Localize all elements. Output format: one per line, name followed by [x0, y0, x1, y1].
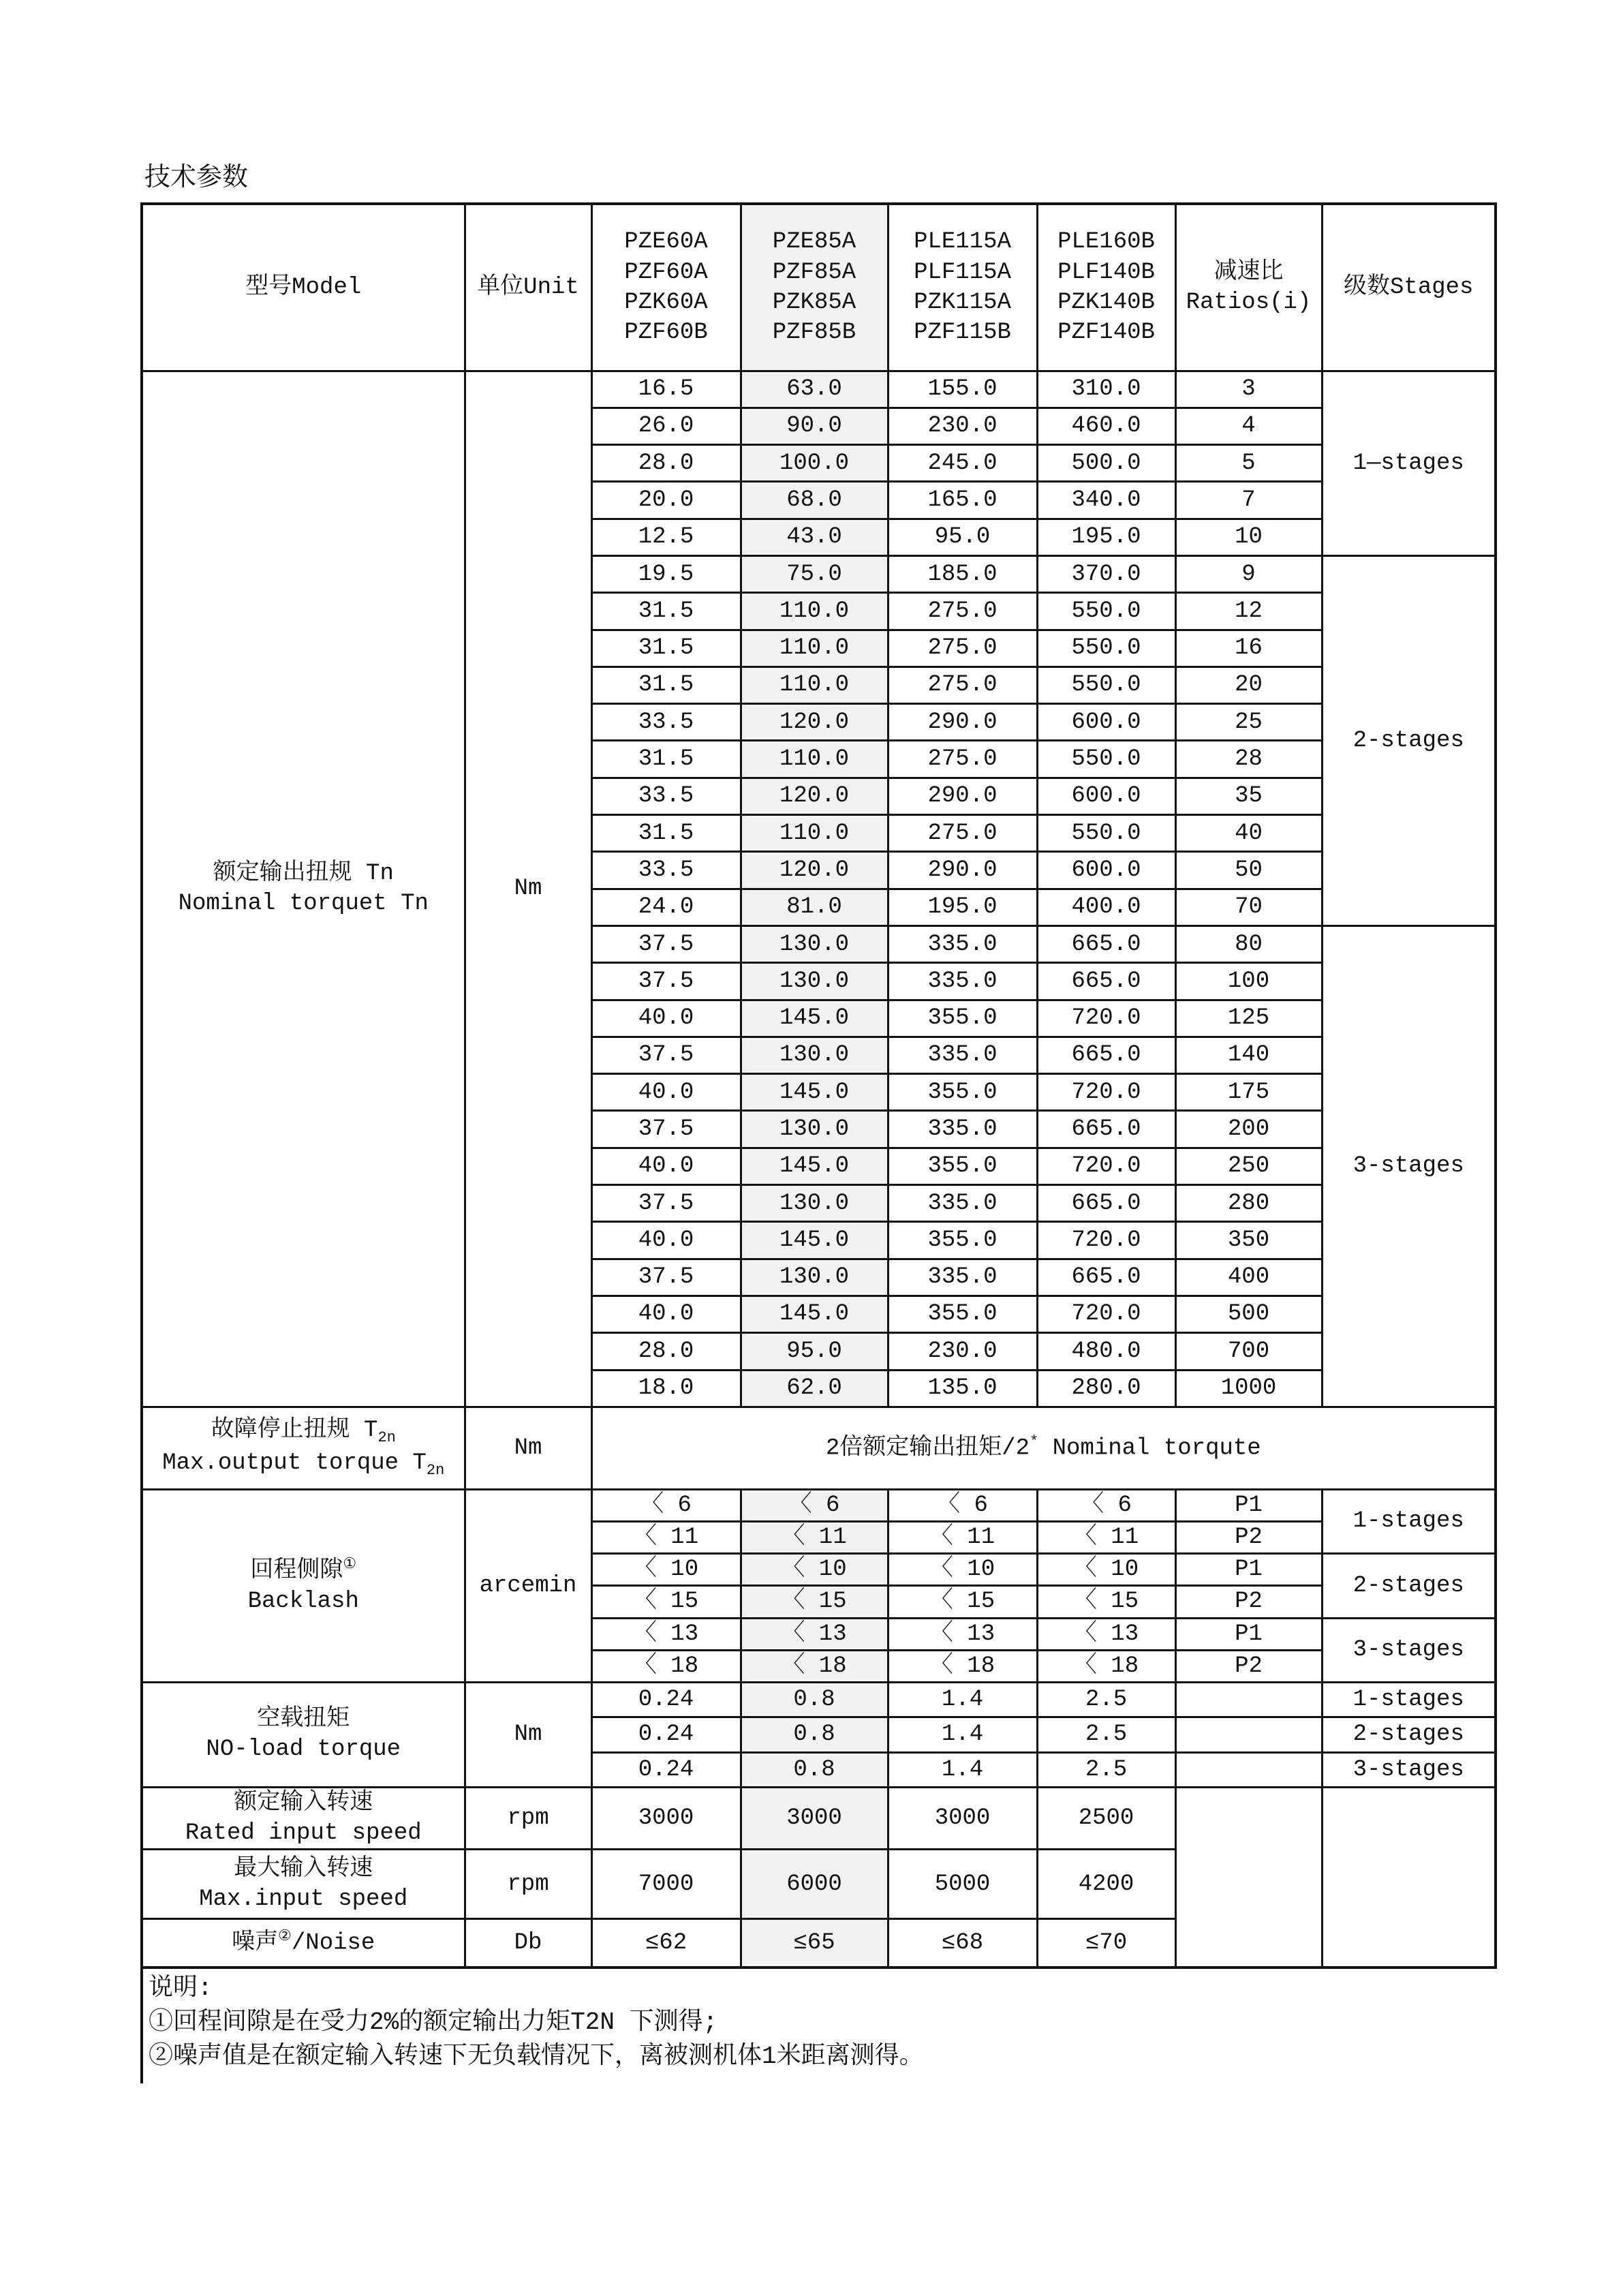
model-name: PLF140B [1057, 259, 1155, 286]
torque-cell: 355.0 [888, 1074, 1037, 1111]
backlash-unit: arcemin [465, 1489, 591, 1682]
backlash-cell: 〈 11 [741, 1522, 888, 1554]
value-tail: Nominal torqute [1038, 1435, 1261, 1462]
torque-cell: 275.0 [888, 593, 1037, 630]
model-name: PZE60A [624, 229, 708, 256]
torque-cell: 355.0 [888, 1222, 1037, 1259]
torque-cell: 40.0 [591, 1000, 741, 1037]
no-load-cell: 0.24 [591, 1682, 741, 1717]
ratio-cell: 25 [1175, 704, 1322, 741]
torque-cell: 110.0 [741, 815, 888, 852]
max-output-label [142, 1407, 465, 1489]
backlash-cell: 〈 15 [741, 1586, 888, 1618]
torque-cell: 135.0 [888, 1370, 1037, 1407]
torque-cell: 355.0 [888, 1148, 1037, 1184]
model-name: PZF60B [624, 319, 708, 346]
label-cn: 故障停止扭规 T [211, 1418, 378, 1444]
torque-cell: 400.0 [1037, 889, 1175, 925]
label-cn: 噪声 [232, 1930, 279, 1957]
precision-cell: P1 [1175, 1489, 1322, 1521]
ratio-cell: 7 [1175, 482, 1322, 519]
torque-cell: 370.0 [1037, 555, 1175, 592]
torque-cell: 12.5 [591, 519, 741, 555]
stage-cell: 1-stages [1322, 1682, 1496, 1717]
ratio-cell: 125 [1175, 1000, 1322, 1037]
torque-cell: 28.0 [591, 445, 741, 482]
backlash-cell: 〈 10 [741, 1554, 888, 1586]
torque-cell: 37.5 [591, 963, 741, 1000]
noise-cell: ≤68 [888, 1919, 1037, 1968]
precision-cell: P2 [1175, 1586, 1322, 1618]
torque-cell: 37.5 [591, 1185, 741, 1222]
ratio-cell: 12 [1175, 593, 1322, 630]
torque-cell: 600.0 [1037, 852, 1175, 889]
max-output-unit: Nm [465, 1407, 591, 1489]
torque-cell: 550.0 [1037, 815, 1175, 852]
torque-cell: 110.0 [741, 741, 888, 778]
model-name: PZF140B [1057, 319, 1155, 346]
torque-cell: 40.0 [591, 1296, 741, 1332]
header-model-column [591, 204, 741, 371]
label-en: Rated input speed [185, 1820, 422, 1847]
torque-cell: 31.5 [591, 593, 741, 630]
table-row [142, 1787, 1496, 1849]
torque-cell: 245.0 [888, 445, 1037, 482]
torque-cell: 165.0 [888, 482, 1037, 519]
no-load-cell: 2.5 [1037, 1752, 1175, 1787]
model-name: PZK140B [1057, 289, 1155, 316]
torque-cell: 120.0 [741, 704, 888, 741]
torque-cell: 665.0 [1037, 1037, 1175, 1073]
backlash-cell: 〈 13 [591, 1618, 741, 1650]
max-speed-cell: 4200 [1037, 1850, 1175, 1919]
no-load-cell: 0.24 [591, 1752, 741, 1787]
torque-cell: 18.0 [591, 1370, 741, 1407]
subscript: 2n [426, 1461, 445, 1479]
torque-cell: 90.0 [741, 408, 888, 444]
backlash-cell: 〈 15 [591, 1586, 741, 1618]
stage-cell: 3-stages [1322, 1618, 1496, 1682]
precision-cell: P2 [1175, 1522, 1322, 1554]
torque-cell: 665.0 [1037, 1185, 1175, 1222]
ratio-cell: 250 [1175, 1148, 1322, 1184]
torque-cell: 110.0 [741, 667, 888, 703]
torque-cell: 290.0 [888, 852, 1037, 889]
torque-cell: 145.0 [741, 1222, 888, 1259]
torque-cell: 68.0 [741, 482, 888, 519]
label-cn: 最大输入转速 [234, 1856, 373, 1882]
torque-cell: 275.0 [888, 630, 1037, 667]
torque-cell: 720.0 [1037, 1074, 1175, 1111]
rated-speed-cell: 2500 [1037, 1787, 1175, 1849]
ratio-cell: 200 [1175, 1111, 1322, 1148]
torque-cell: 280.0 [1037, 1370, 1175, 1407]
torque-cell: 195.0 [1037, 519, 1175, 555]
torque-cell: 720.0 [1037, 1296, 1175, 1332]
no-load-cell: 1.4 [888, 1752, 1037, 1787]
ratio-cell: 4 [1175, 408, 1322, 444]
no-load-label [142, 1682, 465, 1787]
backlash-cell: 〈 11 [888, 1522, 1037, 1554]
torque-cell: 75.0 [741, 555, 888, 592]
backlash-cell: 〈 13 [1037, 1618, 1175, 1650]
torque-cell: 81.0 [741, 889, 888, 925]
backlash-cell: 〈 11 [591, 1522, 741, 1554]
torque-cell: 665.0 [1037, 963, 1175, 1000]
torque-cell: 24.0 [591, 889, 741, 925]
superscript: * [1030, 1433, 1039, 1451]
ratio-cell: 280 [1175, 1185, 1322, 1222]
torque-cell: 460.0 [1037, 408, 1175, 444]
torque-cell: 335.0 [888, 1037, 1037, 1073]
torque-cell: 110.0 [741, 593, 888, 630]
ratio-cell: 16 [1175, 630, 1322, 667]
backlash-cell: 〈 10 [888, 1554, 1037, 1586]
stage-cell: 1—stages [1322, 371, 1496, 555]
no-load-cell: 2.5 [1037, 1682, 1175, 1717]
stage-cell: 3-stages [1322, 1752, 1496, 1787]
backlash-cell: 〈 18 [741, 1650, 888, 1682]
torque-cell: 230.0 [888, 408, 1037, 444]
note-item: ①回程间隙是在受力2%的额定输出力矩T2N 下测得; [149, 2008, 718, 2036]
table-row [142, 371, 1496, 408]
torque-cell: 130.0 [741, 963, 888, 1000]
torque-cell: 340.0 [1037, 482, 1175, 519]
backlash-cell: 〈 18 [1037, 1650, 1175, 1682]
stage-cell: 2-stages [1322, 1717, 1496, 1752]
torque-cell: 33.5 [591, 778, 741, 814]
torque-cell: 275.0 [888, 667, 1037, 703]
max-speed-cell: 5000 [888, 1850, 1037, 1919]
label-en: Max.output torque T [162, 1450, 427, 1476]
torque-cell: 130.0 [741, 1111, 888, 1148]
torque-cell: 37.5 [591, 925, 741, 962]
backlash-cell: 〈 11 [1037, 1522, 1175, 1554]
torque-cell: 355.0 [888, 1000, 1037, 1037]
empty-cell [1175, 1787, 1322, 1967]
nominal-torque-label [142, 371, 465, 1407]
ratio-cell: 80 [1175, 925, 1322, 962]
stage-cell: 2-stages [1322, 1554, 1496, 1618]
notes-heading: 说明: [149, 1974, 213, 2002]
torque-cell: 665.0 [1037, 1111, 1175, 1148]
ratio-label-en: Ratios(i) [1186, 289, 1312, 316]
footnote-marker: ① [343, 1556, 357, 1574]
torque-cell: 110.0 [741, 630, 888, 667]
no-load-cell: 1.4 [888, 1717, 1037, 1752]
header-model-column [888, 204, 1037, 371]
backlash-cell: 〈 6 [888, 1489, 1037, 1521]
model-name: PLE115A [914, 229, 1011, 256]
torque-cell: 33.5 [591, 852, 741, 889]
torque-cell: 20.0 [591, 482, 741, 519]
rated-speed-cell: 3000 [741, 1787, 888, 1849]
max-speed-cell: 6000 [741, 1850, 888, 1919]
torque-cell: 600.0 [1037, 778, 1175, 814]
max-speed-label [142, 1850, 465, 1919]
ratio-cell: 9 [1175, 555, 1322, 592]
backlash-cell: 〈 10 [591, 1554, 741, 1586]
torque-cell: 31.5 [591, 667, 741, 703]
empty-cell [1322, 1787, 1496, 1967]
torque-cell: 550.0 [1037, 593, 1175, 630]
ratio-cell: 28 [1175, 741, 1322, 778]
torque-cell: 185.0 [888, 555, 1037, 592]
ratio-cell: 40 [1175, 815, 1322, 852]
torque-cell: 95.0 [888, 519, 1037, 555]
backlash-cell: 〈 15 [1037, 1586, 1175, 1618]
no-load-cell: 0.8 [741, 1717, 888, 1752]
torque-cell: 37.5 [591, 1259, 741, 1296]
torque-cell: 130.0 [741, 1259, 888, 1296]
subscript: 2n [377, 1429, 396, 1447]
ratio-cell: 350 [1175, 1222, 1322, 1259]
precision-cell: P2 [1175, 1650, 1322, 1682]
stage-cell: 3-stages [1322, 925, 1496, 1407]
rated-speed-cell: 3000 [591, 1787, 741, 1849]
precision-cell: P1 [1175, 1554, 1322, 1586]
torque-cell: 37.5 [591, 1037, 741, 1073]
torque-cell: 335.0 [888, 963, 1037, 1000]
torque-cell: 40.0 [591, 1074, 741, 1111]
model-name: PZK85A [772, 289, 856, 316]
label-cn: 回程侧隙 [250, 1558, 343, 1585]
torque-cell: 665.0 [1037, 1259, 1175, 1296]
header-ratio [1175, 204, 1322, 371]
torque-cell: 130.0 [741, 1185, 888, 1222]
torque-cell: 720.0 [1037, 1000, 1175, 1037]
backlash-cell: 〈 18 [888, 1650, 1037, 1682]
torque-cell: 130.0 [741, 1037, 888, 1073]
torque-cell: 665.0 [1037, 925, 1175, 962]
torque-cell: 230.0 [888, 1333, 1037, 1370]
torque-cell: 100.0 [741, 445, 888, 482]
torque-cell: 275.0 [888, 741, 1037, 778]
table-row [142, 204, 1496, 371]
backlash-cell: 〈 6 [1037, 1489, 1175, 1521]
torque-cell: 95.0 [741, 1333, 888, 1370]
nominal-torque-unit: Nm [465, 371, 591, 1407]
header-model-column [741, 204, 888, 371]
backlash-cell: 〈 6 [741, 1489, 888, 1521]
noise-unit: Db [465, 1919, 591, 1968]
torque-cell: 335.0 [888, 1185, 1037, 1222]
torque-cell: 355.0 [888, 1296, 1037, 1332]
no-load-cell: 1.4 [888, 1682, 1037, 1717]
backlash-label [142, 1489, 465, 1682]
spec-table [140, 202, 1497, 1969]
ratio-cell: 140 [1175, 1037, 1322, 1073]
torque-cell: 550.0 [1037, 741, 1175, 778]
stage-cell: 2-stages [1322, 555, 1496, 925]
label-en: Max.input speed [199, 1886, 408, 1912]
ratio-cell: 5 [1175, 445, 1322, 482]
torque-cell: 26.0 [591, 408, 741, 444]
no-load-cell [1175, 1752, 1322, 1787]
torque-cell: 480.0 [1037, 1333, 1175, 1370]
noise-cell: ≤70 [1037, 1919, 1175, 1968]
torque-cell: 63.0 [741, 371, 888, 408]
no-load-cell: 2.5 [1037, 1717, 1175, 1752]
label-en: Nominal torquet Tn [178, 891, 429, 917]
model-name: PLF115A [914, 259, 1011, 286]
torque-cell: 500.0 [1037, 445, 1175, 482]
ratio-cell: 20 [1175, 667, 1322, 703]
label-cn: 额定输入转速 [234, 1790, 373, 1816]
torque-cell: 145.0 [741, 1148, 888, 1184]
torque-cell: 43.0 [741, 519, 888, 555]
torque-cell: 145.0 [741, 1000, 888, 1037]
stage-cell: 1-stages [1322, 1489, 1496, 1553]
torque-cell: 33.5 [591, 704, 741, 741]
ratio-cell: 175 [1175, 1074, 1322, 1111]
max-output-value [591, 1407, 1496, 1489]
ratio-cell: 400 [1175, 1259, 1322, 1296]
torque-cell: 37.5 [591, 1111, 741, 1148]
notes [140, 1961, 1494, 2083]
torque-cell: 720.0 [1037, 1222, 1175, 1259]
ratio-cell: 500 [1175, 1296, 1322, 1332]
table-row [142, 1489, 1496, 1521]
backlash-cell: 〈 10 [1037, 1554, 1175, 1586]
torque-cell: 145.0 [741, 1074, 888, 1111]
no-load-unit: Nm [465, 1682, 591, 1787]
model-name: PZK60A [624, 289, 708, 316]
backlash-cell: 〈 15 [888, 1586, 1037, 1618]
torque-cell: 550.0 [1037, 667, 1175, 703]
model-name: PLE160B [1057, 229, 1155, 256]
no-load-cell [1175, 1682, 1322, 1717]
note-item: ②噪声值是在额定输入转速下无负载情况下，离被测机体1米距离测得。 [149, 2042, 924, 2070]
backlash-cell: 〈 18 [591, 1650, 741, 1682]
rated-speed-label [142, 1787, 465, 1849]
torque-cell: 120.0 [741, 852, 888, 889]
torque-cell: 310.0 [1037, 371, 1175, 408]
torque-cell: 720.0 [1037, 1148, 1175, 1184]
max-speed-cell: 7000 [591, 1850, 741, 1919]
label-en: Backlash [247, 1588, 359, 1614]
ratio-cell: 700 [1175, 1333, 1322, 1370]
backlash-cell: 〈 13 [888, 1618, 1037, 1650]
model-name: PZF85B [772, 319, 856, 346]
torque-cell: 19.5 [591, 555, 741, 592]
ratio-cell: 3 [1175, 371, 1322, 408]
torque-cell: 290.0 [888, 704, 1037, 741]
torque-cell: 275.0 [888, 815, 1037, 852]
noise-cell: ≤65 [741, 1919, 888, 1968]
torque-cell: 290.0 [888, 778, 1037, 814]
header-stages: 级数Stages [1322, 204, 1496, 371]
model-name: PZE85A [772, 229, 856, 256]
model-name: PZF85A [772, 259, 856, 286]
torque-cell: 62.0 [741, 1370, 888, 1407]
torque-cell: 155.0 [888, 371, 1037, 408]
torque-cell: 550.0 [1037, 630, 1175, 667]
page-title: 技术参数 [144, 164, 249, 194]
label-en: /Noise [291, 1930, 375, 1957]
rated-speed-cell: 3000 [888, 1787, 1037, 1849]
torque-cell: 335.0 [888, 1259, 1037, 1296]
no-load-cell: 0.8 [741, 1682, 888, 1717]
torque-cell: 600.0 [1037, 704, 1175, 741]
table-row [142, 1407, 1496, 1489]
torque-cell: 335.0 [888, 1111, 1037, 1148]
torque-cell: 145.0 [741, 1296, 888, 1332]
footnote-marker: ② [278, 1928, 292, 1946]
no-load-cell [1175, 1717, 1322, 1752]
no-load-cell: 0.24 [591, 1717, 741, 1752]
ratio-cell: 100 [1175, 963, 1322, 1000]
torque-cell: 130.0 [741, 925, 888, 962]
torque-cell: 120.0 [741, 778, 888, 814]
model-name: PZF60A [624, 259, 708, 286]
torque-cell: 31.5 [591, 741, 741, 778]
max-speed-unit: rpm [465, 1850, 591, 1919]
value: 2倍额定输出扭矩/2 [825, 1435, 1030, 1462]
label-cn: 空载扭矩 [257, 1706, 350, 1733]
torque-cell: 16.5 [591, 371, 741, 408]
model-name: PZK115A [914, 289, 1011, 316]
torque-cell: 40.0 [591, 1222, 741, 1259]
no-load-cell: 0.8 [741, 1752, 888, 1787]
torque-cell: 195.0 [888, 889, 1037, 925]
backlash-cell: 〈 6 [591, 1489, 741, 1521]
precision-cell: P1 [1175, 1618, 1322, 1650]
torque-cell: 28.0 [591, 1333, 741, 1370]
torque-cell: 335.0 [888, 925, 1037, 962]
rated-speed-unit: rpm [465, 1787, 591, 1849]
ratio-cell: 50 [1175, 852, 1322, 889]
backlash-cell: 〈 13 [741, 1618, 888, 1650]
header-model-column [1037, 204, 1175, 371]
model-name: PZF115B [914, 319, 1011, 346]
ratio-cell: 1000 [1175, 1370, 1322, 1407]
noise-cell: ≤62 [591, 1919, 741, 1968]
label-en: NO-load torque [206, 1736, 401, 1763]
ratio-cell: 35 [1175, 778, 1322, 814]
header-model: 型号Model [142, 204, 465, 371]
ratio-cell: 70 [1175, 889, 1322, 925]
ratio-cell: 10 [1175, 519, 1322, 555]
torque-cell: 31.5 [591, 815, 741, 852]
table-row [142, 1682, 1496, 1717]
header-unit: 单位Unit [465, 204, 591, 371]
label-cn: 额定输出扭规 Tn [213, 860, 394, 887]
torque-cell: 40.0 [591, 1148, 741, 1184]
torque-cell: 31.5 [591, 630, 741, 667]
ratio-label-cn: 减速比 [1214, 259, 1284, 286]
